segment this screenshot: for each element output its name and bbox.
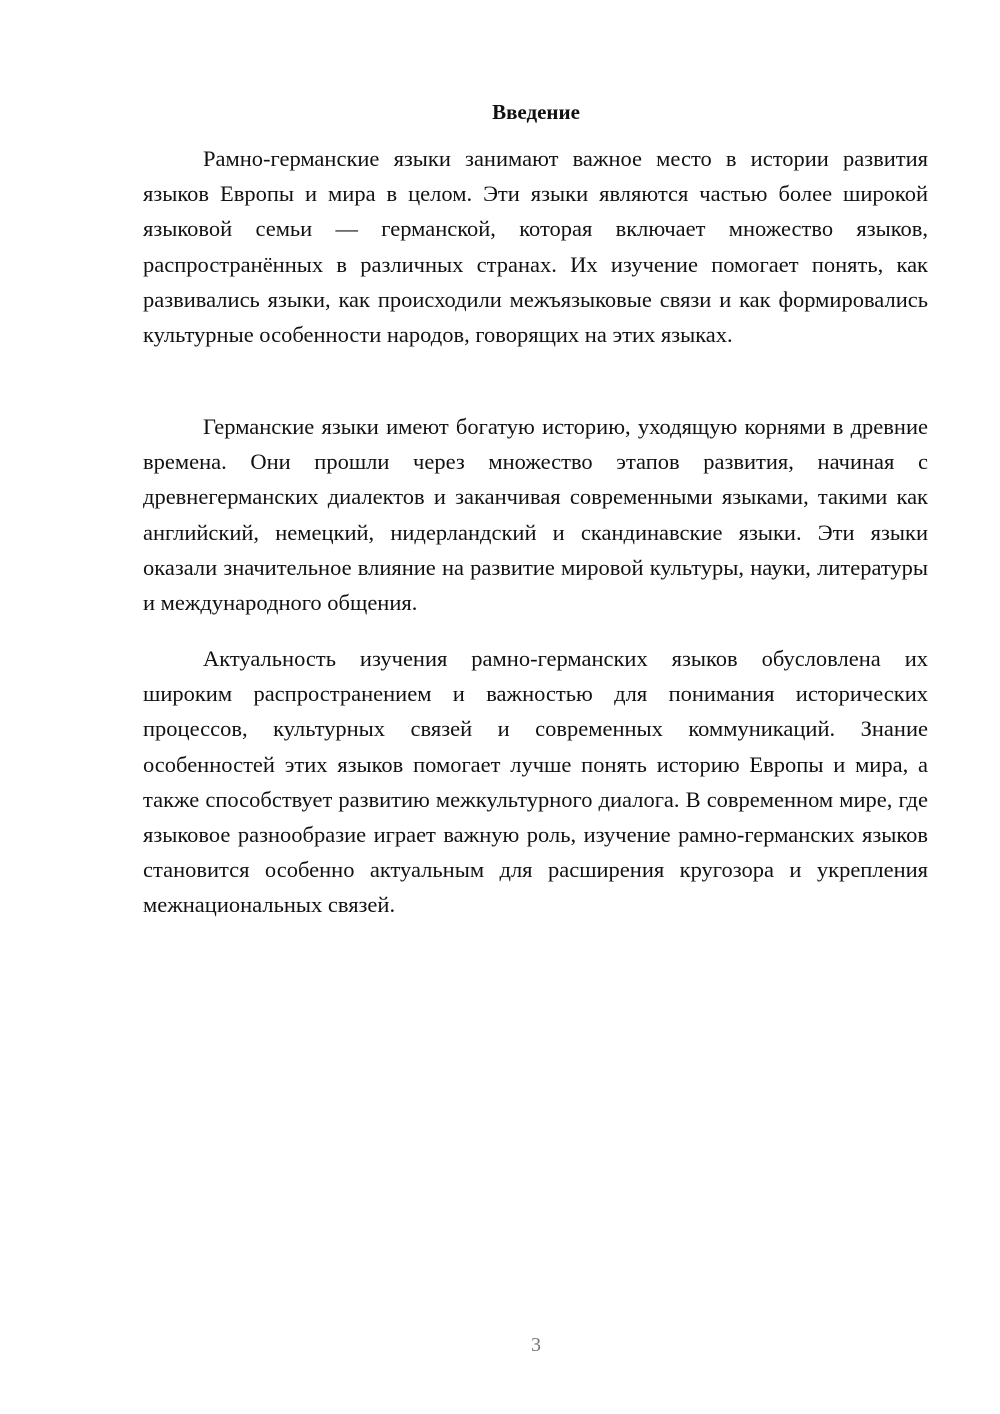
section-title: Введение (492, 100, 580, 124)
paragraph-relevance: Актуальность изучения рамно-германских языков обусловлена их широким распространением и важностью для понимания исторических процессов, культурных связей и современных коммуникаций. Знание особенностей этих языков помогает лучше понять историю Европы и мира, а также способствует развитию межкультурного диалога. В современном мире, где языковое разнообразие играет важную роль, изучение рамно-германских языков становится особенно актуальным для расширения кругозора и укрепления межнациональных связей. (143, 646, 928, 918)
paragraph-history: Германские языки имеют богатую историю, уходящую корнями в древние времена. Они прошли через множество этапов развития, начиная с древнегерманских диалектов и заканчивая современными языками, такими как английский, немецкий, нидерландский и скандинавские языки. Эти языки оказали значительное влияние на развитие мировой культуры, науки, литературы и международного общения. (143, 414, 928, 616)
paragraph-introduction: Рамно-германские языки занимают важное место в истории развития языков Европы и мира в целом. Эти языки являются частью более широкой языковой семьи — германской, которая включает множество языков, распространённых в различных странах. Их изучение помогает понять, как развивались языки, как происходили межъязыковые связи и как формировались культурные особенности народов, говорящих на этих языках. (143, 146, 928, 348)
page-number: 3 (531, 1334, 541, 1356)
